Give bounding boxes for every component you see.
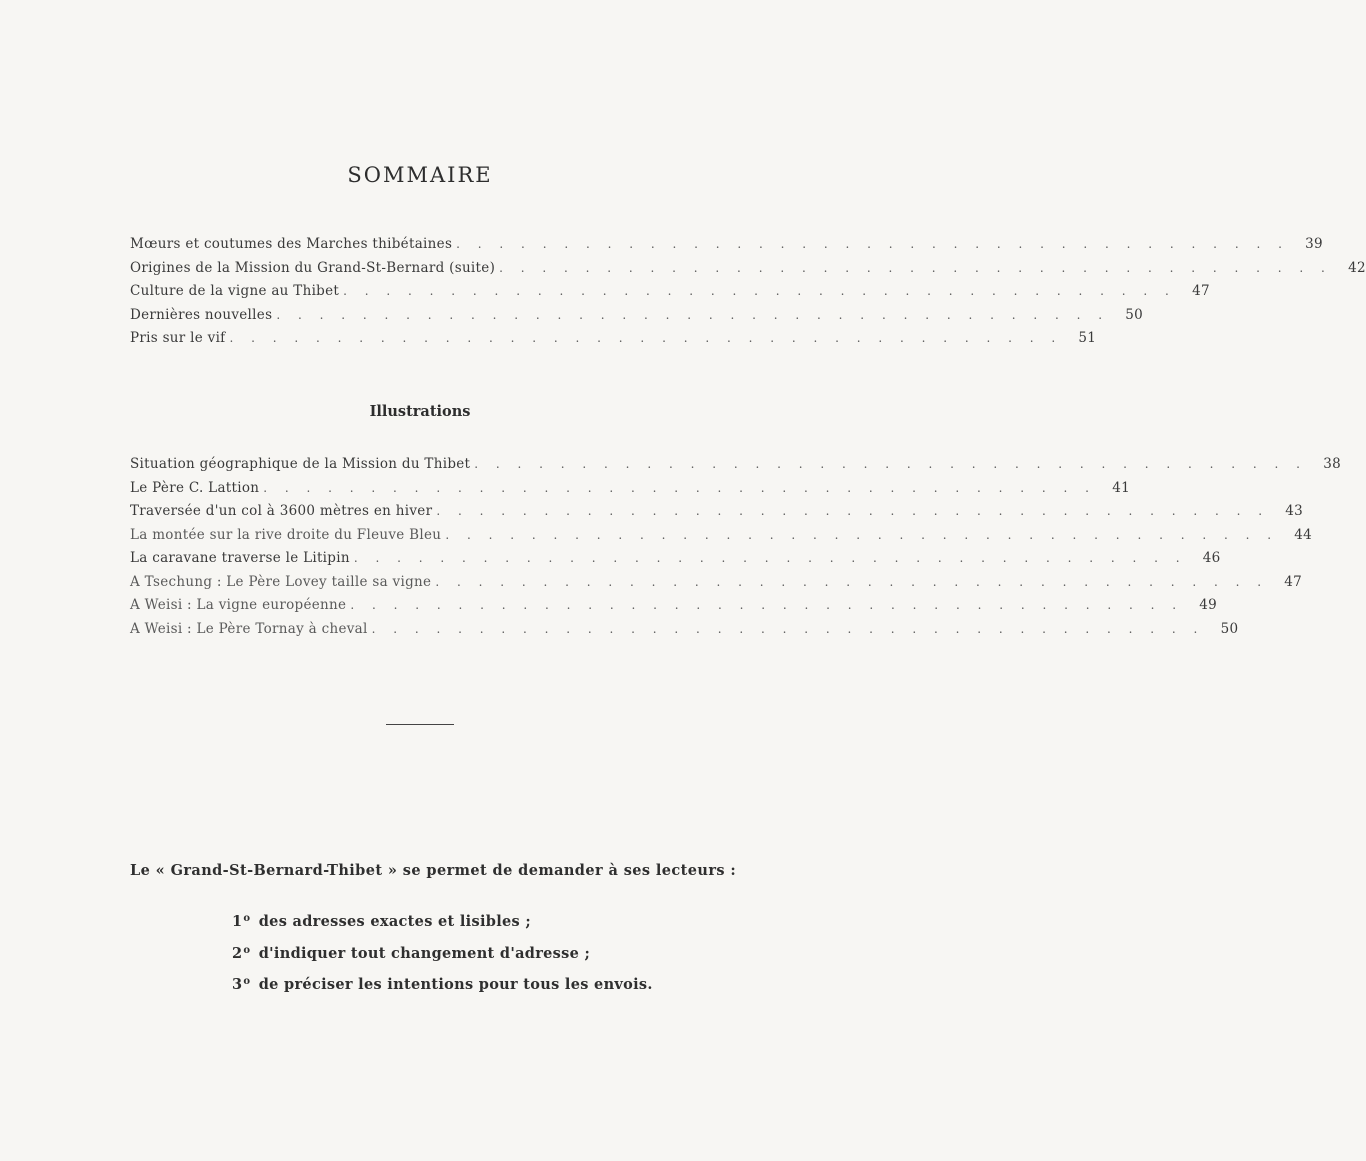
section-divider [386,724,454,725]
toc-page-number: 44 [1294,526,1313,543]
toc-row [130,304,1144,328]
toc-page-number: 42 [1348,259,1366,276]
notice-item-number: 1$^o$ [232,913,251,930]
toc-page-number: 50 [1125,306,1144,323]
toc-row [130,257,1366,281]
toc-page-number: 50 [1220,620,1239,637]
notice-item [232,935,653,967]
notice-item-text: d'indiquer tout changement d'adresse ; [258,944,591,962]
illustrations-list [130,453,1341,641]
toc-entry: Situation géographique de la Mission du Thibet [130,453,474,477]
toc-page-number: 51 [1078,330,1097,346]
toc-page-number: 41 [1112,479,1130,496]
notice-item-number: 3$^o$ [232,976,251,993]
toc-page-number: 38 [1323,456,1341,472]
leader-dots: . . . . . . . . . . . . . . . . . . . . . . . . . . . . . . . . . . . . . . . [474,457,1307,471]
leader-dots: . . . . . . . . . . . . . . . . . . . . . . . . . . . . . . . . . . . . . . . [499,260,1332,275]
toc-entry: Traversée d'un col à 3600 mètres en hiver [130,500,436,524]
toc-entry: Mœurs et coutumes des Marches thibétaines [130,233,456,257]
notice-item [232,966,653,998]
toc-row [130,477,1130,501]
toc-entry: A Weisi : La vigne européenne [130,594,350,618]
toc-row [130,280,1210,304]
toc-entry: Le Père C. Lattion [130,477,263,501]
notice-item-number: 2$^o$ [232,944,251,962]
leader-dots: . . . . . . . . . . . . . . . . . . . . . . . . . . . . . . . . . . . . . . . [371,621,1205,636]
leader-dots: . . . . . . . . . . . . . . . . . . . . . . . . . . . . . . . . . . . . . . . [350,598,1184,612]
toc-row [130,594,1218,618]
toc-entry: Pris sur le vif [130,327,229,351]
toc-row [130,233,1323,257]
leader-dots: . . . . . . . . . . . . . . . . . . . . . . . . . . . . . . . . . . . . . . . [353,551,1187,565]
leader-dots: . . . . . . . . . . . . . . . . . . . . . . . . . . . . . . . . . . . . . . . [276,307,1110,322]
toc-row [130,547,1221,571]
notice-item [232,903,653,935]
toc-entry: Dernières nouvelles [130,304,276,328]
toc-page-number: 49 [1199,597,1218,613]
toc-row [130,618,1239,642]
notice-list [232,903,653,998]
toc-entry: La montée sur la rive droite du Fleuve Bleu [130,524,445,548]
leader-dots: . . . . . . . . . . . . . . . . . . . . . . . . . . . . . . . . . . . . . . . [435,574,1269,589]
leader-dots: . . . . . . . . . . . . . . . . . . . . . . . . . . . . . . . . . . . . . . . [445,527,1279,542]
toc-entry: A Weisi : Le Père Tornay à cheval [130,618,372,642]
toc-row [130,327,1097,351]
toc-page-number: 39 [1305,236,1323,252]
illustrations-heading: Illustrations [369,403,471,420]
page-title: SOMMAIRE [347,163,493,187]
toc-entry: A Tsechung : Le Père Lovey taille sa vigne [130,571,435,595]
toc-row [130,500,1304,524]
leader-dots: . . . . . . . . . . . . . . . . . . . . . . . . . . . . . . . . . . . . . . . [456,237,1289,251]
leader-dots: . . . . . . . . . . . . . . . . . . . . . . . . . . . . . . . . . . . . . . . [343,284,1176,298]
toc-row [130,524,1313,548]
toc-row [130,571,1303,595]
notice-item-text: des adresses exactes et lisibles ; [258,913,531,930]
toc-row [130,453,1341,477]
toc-page-number: 46 [1202,550,1221,566]
toc-entry: Culture de la vigne au Thibet [130,280,343,304]
toc-entry: La caravane traverse le Litipin [130,547,354,571]
leader-dots: . . . . . . . . . . . . . . . . . . . . . . . . . . . . . . . . . . . . . . . [263,480,1096,495]
toc-entry: Origines de la Mission du Grand-St-Bernard (suite) [130,257,499,281]
leader-dots: . . . . . . . . . . . . . . . . . . . . . . . . . . . . . . . . . . . . . . . [229,331,1063,345]
notice-item-text: de préciser les intentions pour tous les envois. [258,976,653,993]
notice-intro: Le « Grand-St-Bernard-Thibet » se permet de demander à ses lecteurs : [130,862,737,879]
toc-page-number: 47 [1284,573,1303,590]
toc-page-number: 47 [1192,283,1210,299]
toc-page-number: 43 [1285,503,1304,519]
leader-dots: . . . . . . . . . . . . . . . . . . . . . . . . . . . . . . . . . . . . . . . [436,504,1270,518]
contents-list [130,233,1366,351]
